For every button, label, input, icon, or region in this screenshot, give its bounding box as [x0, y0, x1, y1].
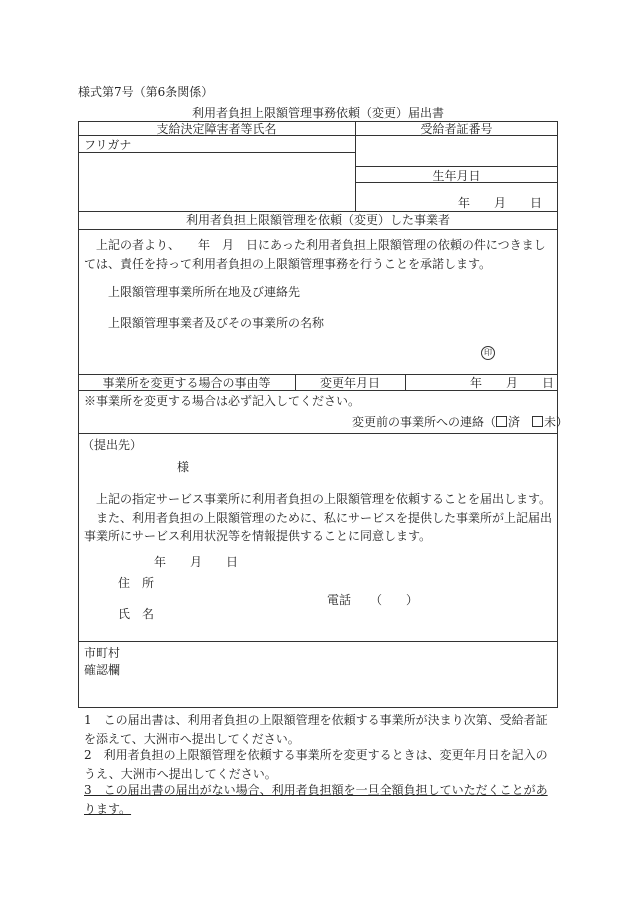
- birthdate-format: 年 月 日: [458, 196, 543, 210]
- birthdate-header: 生年月日: [432, 169, 481, 183]
- form-title: 利用者負担上限額管理事務依頼（変更）届出書: [191, 106, 444, 120]
- confirmation-label: 確認欄: [84, 663, 121, 677]
- divider: [78, 152, 355, 153]
- consent-text: 上記の者より、 年 月 日にあった利用者負担上限額管理の依頼の件につきましては、責任を持って利用者負担の上限額管理事務を行うことを承諾します。: [84, 238, 546, 271]
- divider: [355, 166, 558, 167]
- cert-number-header: 受給者証番号: [420, 122, 493, 136]
- done-checkbox[interactable]: [496, 416, 507, 427]
- provider-address-label: 上限額管理事業所所在地及び連絡先: [108, 285, 301, 299]
- name-label: 氏 名: [118, 607, 155, 621]
- honorific-sama: 様: [177, 460, 190, 474]
- provider-name-label: 上限額管理事業者及びその事業所の名称: [108, 316, 325, 330]
- previous-office-contact: 変更前の事業所への連絡（ 済 未）: [352, 415, 569, 429]
- divider: [78, 211, 558, 212]
- notyet-checkbox[interactable]: [532, 416, 543, 427]
- provider-header: 利用者負担上限額管理を依頼（変更）した事業者: [185, 213, 450, 227]
- note-2: 2 利用者負担の上限額管理を依頼する事業所を変更するときは、変更年月日を記入のうえ、大洲市へ提出してください。: [84, 748, 548, 781]
- note-1: 1 この届出書は、利用者負担の上限額管理を依頼する事業所が決まり次第、受給者証を添えて、大洲市へ提出してください。: [84, 713, 548, 746]
- divider: [405, 374, 406, 390]
- divider: [78, 433, 558, 434]
- submission-statement: 上記の指定サービス事業所に利用者負担の上限額管理を依頼することを届出します。 また、利用者負担の上限額管理のために、私にサービスを提供した事業所が上記届出事業所にサービス利用状況等を情報提供することに同意します。: [84, 492, 553, 544]
- note-3: 3 この届出書の届出がない場合、利用者負担額を一旦全額負担していただくことがあります。: [84, 783, 548, 816]
- change-date-label: 変更年月日: [319, 376, 380, 390]
- change-reason-label: 事業所を変更する場合の事由等: [102, 376, 271, 390]
- change-date-format: 年 月 日: [470, 376, 555, 390]
- divider: [78, 374, 558, 375]
- form-number: 様式第7号（第6条関係）: [78, 85, 214, 99]
- phone-label: 電話: [327, 593, 352, 607]
- address-label: 住 所: [118, 576, 155, 590]
- seal-mark: 印: [481, 346, 495, 360]
- furigana-label: フリガナ: [84, 138, 132, 152]
- divider: [78, 390, 558, 391]
- phone-paren: （ ）: [370, 593, 419, 607]
- divider: [78, 641, 558, 642]
- submit-to-label: （提出先）: [82, 438, 143, 452]
- change-note: ※事業所を変更する場合は必ず記入してください。: [84, 394, 361, 408]
- municipality-label: 市町村: [84, 646, 121, 660]
- submission-date-format: 年 月 日: [154, 555, 239, 569]
- divider: [78, 229, 558, 230]
- applicant-name-header: 支給決定障害者等氏名: [156, 122, 277, 136]
